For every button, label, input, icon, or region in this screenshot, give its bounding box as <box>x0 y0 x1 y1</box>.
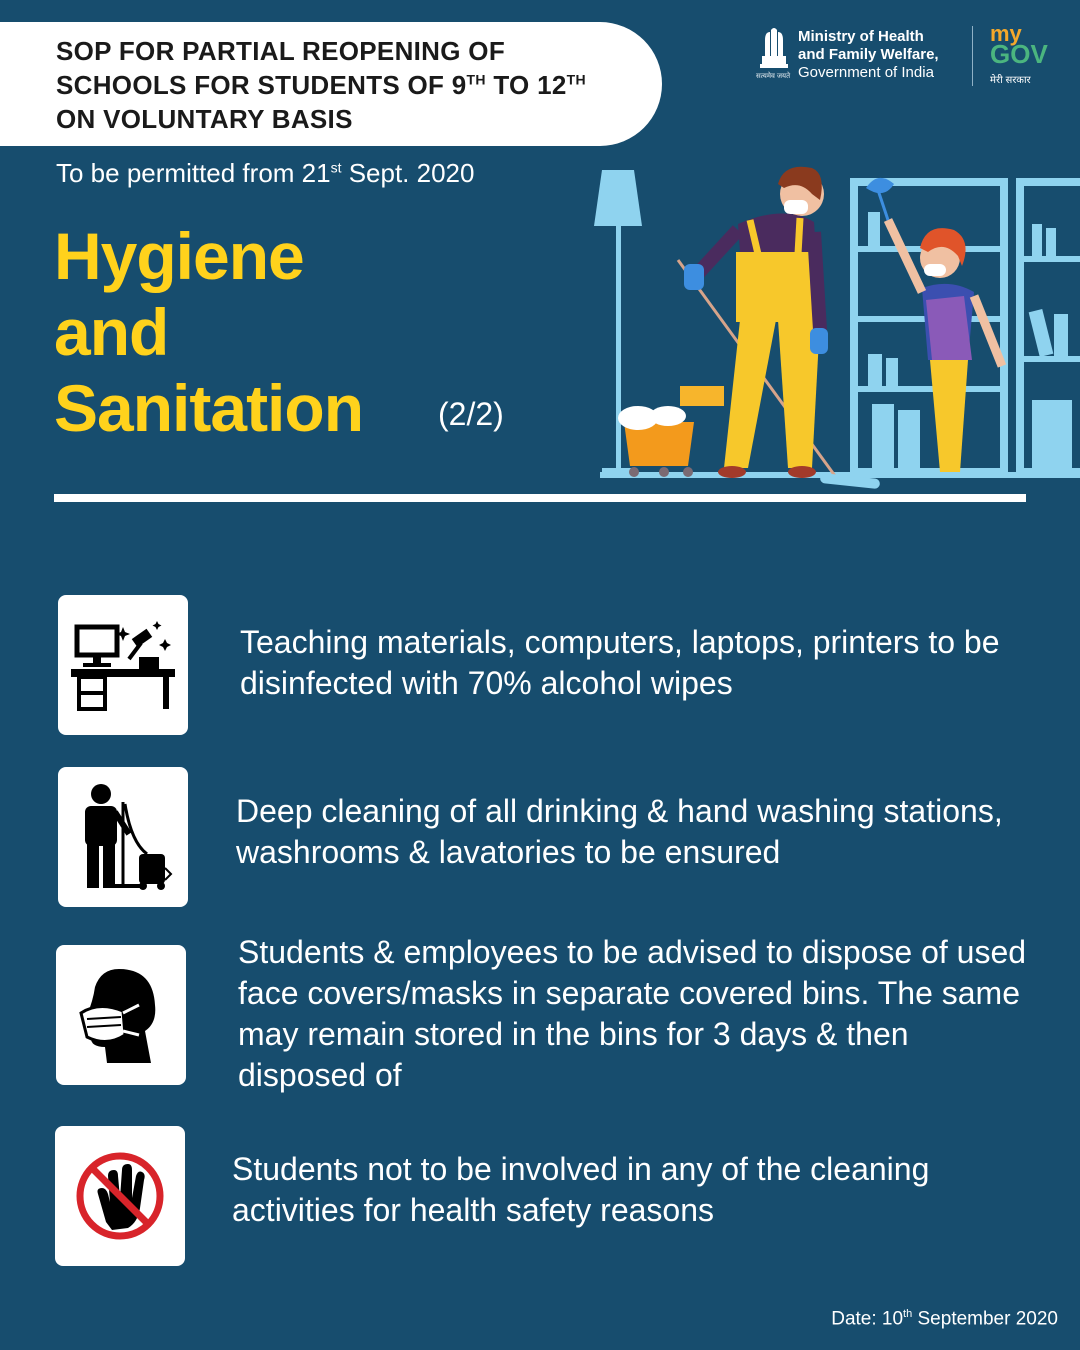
cleaner-vacuum-icon <box>71 782 175 892</box>
title-line-1: Hygiene <box>54 219 304 293</box>
item-1-icon-box <box>58 595 188 735</box>
item-2-icon-box <box>58 767 188 907</box>
permitted-date-subtitle: To be permitted from 21st Sept. 2020 <box>56 158 475 188</box>
mygov-tagline: मेरी सरकार <box>990 75 1031 86</box>
publication-date: Date: 10th September 2020 <box>831 1308 1058 1330</box>
item-3-text: Students & employees to be advised to dispose of used face covers/masks in separate covered bins. The same may remain stored in the bins for 3 days & then disposed of <box>238 934 1027 1093</box>
header-line-3: ON VOLUNTARY BASIS <box>56 104 353 134</box>
emblem-caption: सत्यमेव जयते <box>756 73 791 80</box>
item-4-icon-box <box>55 1126 185 1266</box>
item-3-icon-box <box>56 945 186 1085</box>
desk-computer-disinfect-icon <box>71 619 175 711</box>
header-line-2: SCHOOLS FOR STUDENTS OF 9TH TO 12TH <box>56 70 586 100</box>
ministry-name: Ministry of Health and Family Welfare, Government of India <box>798 28 939 81</box>
face-mask-icon <box>79 965 163 1065</box>
title-line-3: Sanitation <box>54 371 364 445</box>
part-indicator: (2/2) <box>438 396 504 432</box>
title-line-2: and <box>54 295 169 369</box>
sop-header-banner <box>0 22 662 146</box>
mygov-logo: my GOV <box>990 21 1048 69</box>
item-2-text: Deep cleaning of all drinking & hand washing stations, washrooms & lavatories to be ensured <box>236 793 1003 870</box>
logo-divider <box>972 26 973 86</box>
no-cleaning-icon <box>72 1148 168 1244</box>
cleaning-staff-illustration <box>588 160 1080 500</box>
header-line-1: SOP FOR PARTIAL REOPENING OF <box>56 36 506 66</box>
section-divider <box>54 494 1026 502</box>
item-1-text: Teaching materials, computers, laptops, printers to be disinfected with 70% alcohol wipes <box>240 624 1000 701</box>
item-4-text: Students not to be involved in any of the cleaning activities for health safety reasons <box>232 1151 930 1228</box>
